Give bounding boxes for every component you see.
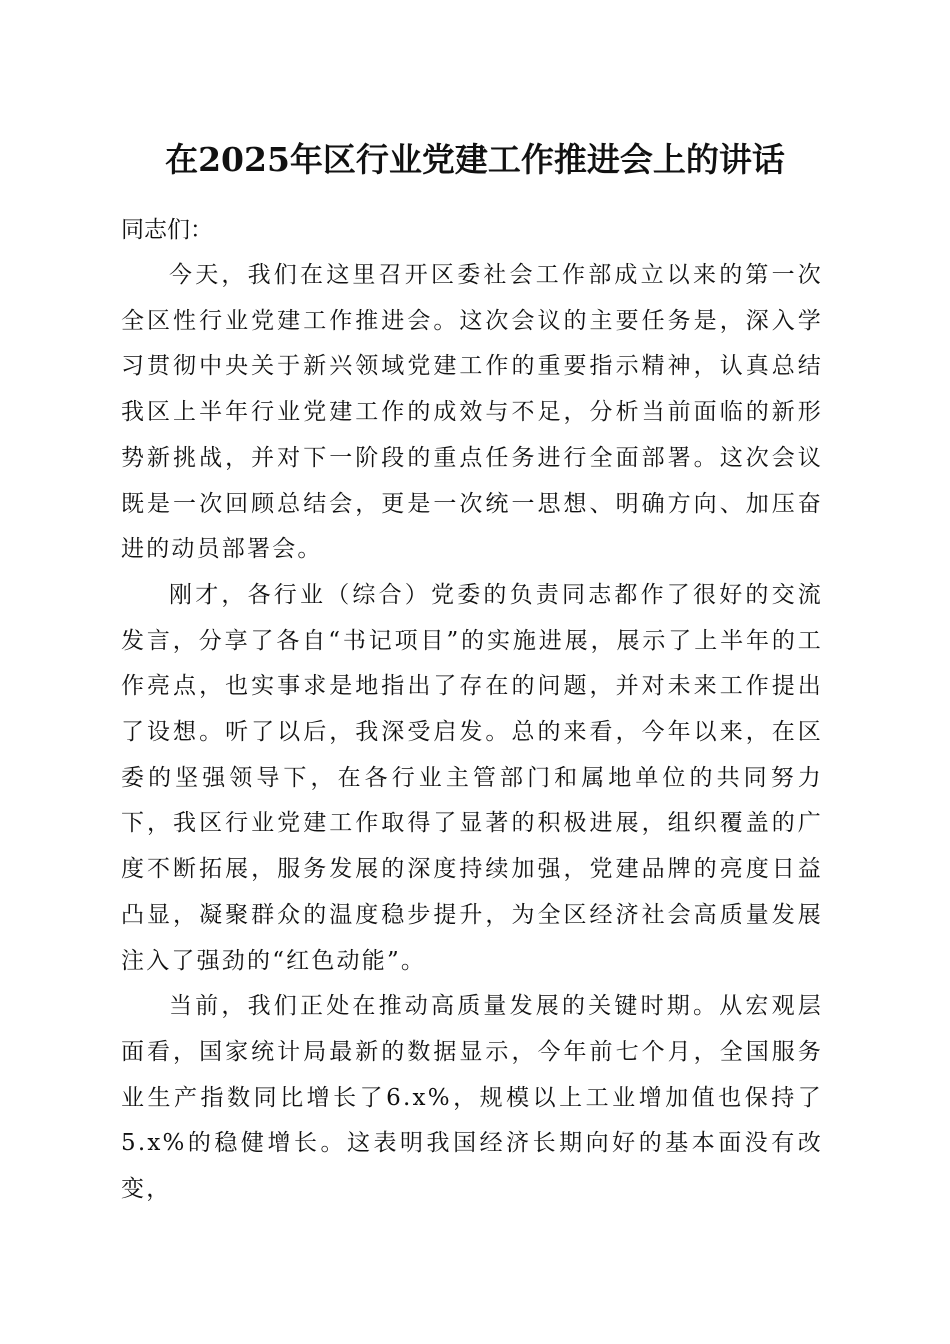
document-title: 在2025年区行业党建工作推进会上的讲话 — [165, 140, 785, 179]
document-body — [121, 208, 823, 1213]
salutation: 同志们： — [121, 217, 213, 243]
paragraph-1: 今天，我们在这里召开区委社会工作部成立以来的第一次全区性行业党建工作推进会。这次会议的主要任务是，深入学习贯彻中央关于新兴领域党建工作的重要指示精神，认真总结我区上半年行业党建工作的成效与不足，分析当前面临的新形势新挑战，并对下一阶段的重点任务进行全面部署。这次会议既是一次回顾总结会，更是一次统一思想、明确方向、加压奋进的动员部署会。 — [121, 262, 823, 563]
paragraph-3: 当前，我们正处在推动高质量发展的关键时期。从宏观层面看，国家统计局最新的数据显示，今年前七个月，全国服务业生产指数同比增长了6.x%，规模以上工业增加值也保持了5.x%的稳健增长。这表明我国经济长期向好的基本面没有改变， — [121, 993, 823, 1203]
paragraph-2: 刚才，各行业（综合）党委的负责同志都作了很好的交流发言，分享了各自“书记项目”的实施进展，展示了上半年的工作亮点，也实事求是地指出了存在的问题，并对未来工作提出了设想。听了以后，我深受启发。总的来看，今年以来，在区委的坚强领导下，在各行业主管部门和属地单位的共同努力下，我区行业党建工作取得了显著的积极进展，组织覆盖的广度不断拓展，服务发展的深度持续加强，党建品牌的亮度日益凸显，凝聚群众的温度稳步提升，为全区经济社会高质量发展注入了强劲的“红色动能”。 — [121, 581, 823, 974]
